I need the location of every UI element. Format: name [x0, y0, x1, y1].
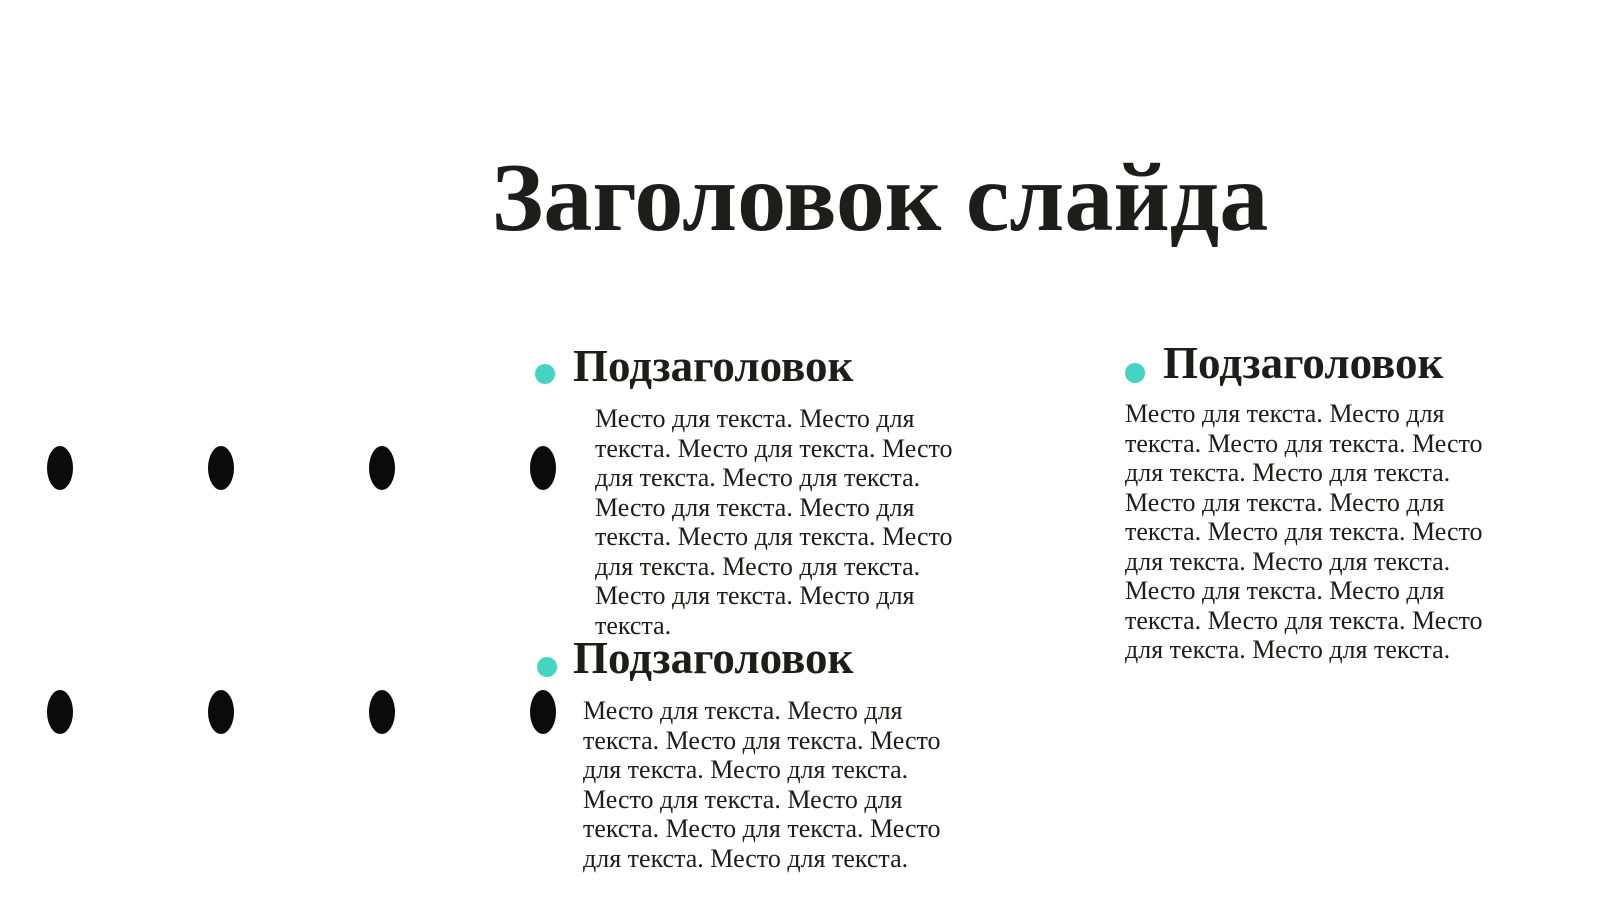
subheading-1: Подзаголовок	[573, 341, 854, 391]
dot-icon	[208, 690, 234, 734]
dot-grid-row-1	[47, 446, 556, 490]
bullet-icon	[537, 657, 557, 677]
dot-icon	[369, 690, 395, 734]
dot-icon	[47, 690, 73, 734]
dot-icon	[47, 446, 73, 490]
dot-icon	[530, 446, 556, 490]
body-text-1: Место для текста. Место для текста. Место для текста. Место для текста. Место для текста. Место для текста. Место для текста. Место для текста. Место для текста. Место для текста. Место для текста. Место для текста.	[595, 404, 953, 640]
dot-grid-row-2	[47, 690, 556, 734]
body-text-2: Место для текста. Место для текста. Место для текста. Место для текста. Место для текста. Место для текста. Место для текста. Место для текста. Место для текста. Место для текста.	[583, 696, 941, 873]
dot-icon	[208, 446, 234, 490]
subheading-2: Подзаголовок	[573, 633, 854, 683]
subheading-3: Подзаголовок	[1163, 338, 1444, 388]
bullet-icon	[535, 364, 555, 384]
dot-icon	[530, 690, 556, 734]
slide-title: Заголовок слайда	[491, 143, 1269, 252]
body-text-3: Место для текста. Место для текста. Место для текста. Место для текста. Место для текста. Место для текста. Место для текста. Место для текста. Место для текста. Место для текста. Место для текста. Место для текста. Место для текста. Место для текста. Место для текста.	[1125, 399, 1483, 664]
bullet-icon	[1125, 363, 1145, 383]
dot-icon	[369, 446, 395, 490]
